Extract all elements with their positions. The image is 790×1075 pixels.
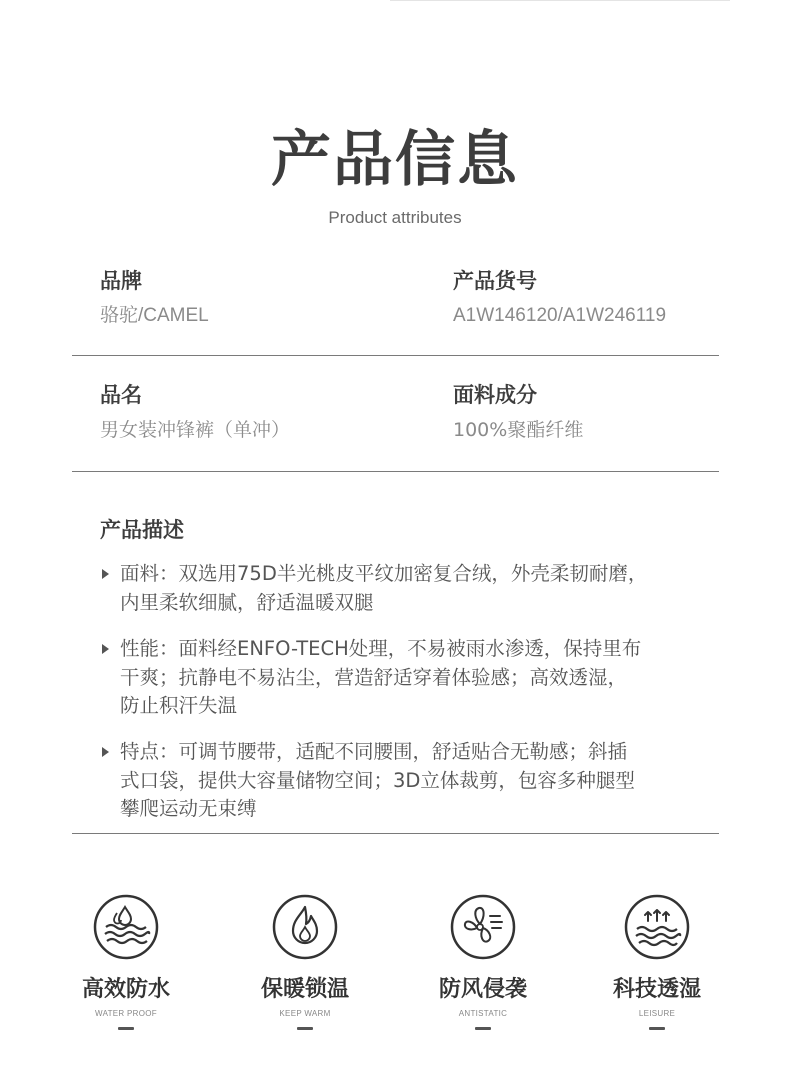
bullet-arrow-icon xyxy=(102,569,109,579)
feature-subtitle: KEEP WARM xyxy=(279,1009,331,1018)
description-item-features xyxy=(120,738,740,824)
feature-keep-warm xyxy=(215,893,395,1030)
attribute-value: A1W146120/A1W246119 xyxy=(453,305,667,326)
description-item-fabric xyxy=(120,560,740,617)
page-title: 产品信息 xyxy=(271,125,519,195)
attribute-value: 骆驼/CAMEL xyxy=(100,305,209,326)
attribute-label: 品牌 xyxy=(100,269,142,293)
feature-dash xyxy=(649,1027,665,1030)
description-line: 面料：双选用75D半光桃皮平纹加密复合绒，外壳柔韧耐磨， xyxy=(120,562,648,585)
attribute-label: 面料成分 xyxy=(453,383,537,407)
top-divider xyxy=(390,0,730,1)
attribute-label: 产品货号 xyxy=(453,269,537,293)
feature-waterproof xyxy=(36,893,216,1030)
description-heading: 产品描述 xyxy=(100,518,184,542)
feature-subtitle: WATER PROOF xyxy=(95,1009,157,1018)
description-line: 特点：可调节腰带，适配不同腰围，舒适贴合无勒感；斜插 xyxy=(120,740,628,763)
description-line: 内里柔软细腻，舒适温暖双腿 xyxy=(120,590,374,614)
attribute-brand xyxy=(100,266,209,330)
description-line: 式口袋，提供大容量储物空间；3D立体裁剪，包容多种腿型 xyxy=(120,768,635,792)
flame-icon xyxy=(271,893,339,961)
page-subtitle: Product attributes xyxy=(328,208,462,227)
feature-windproof xyxy=(393,893,573,1030)
description-line: 干爽；抗静电不易沾尘，营造舒适穿着体验感；高效透湿， xyxy=(120,665,628,689)
attribute-fabric xyxy=(453,380,583,444)
feature-subtitle: ANTISTATIC xyxy=(458,1009,508,1018)
water-drop-waves-icon xyxy=(92,893,160,961)
attribute-value: 100%聚酯纤维 xyxy=(453,419,584,441)
feature-dash xyxy=(475,1027,491,1030)
breathable-arrows-icon xyxy=(623,893,691,961)
feature-title: 保暖锁温 xyxy=(260,977,349,1002)
feature-dash xyxy=(118,1027,134,1030)
description-line: 防止积汗失温 xyxy=(120,694,238,717)
divider xyxy=(72,471,719,472)
divider xyxy=(72,833,719,834)
feature-breathable xyxy=(567,893,747,1030)
description-line: 攀爬运动无束缚 xyxy=(120,797,257,820)
bullet-arrow-icon xyxy=(102,644,109,654)
feature-title: 科技透湿 xyxy=(612,977,701,1002)
description-item-performance xyxy=(120,635,740,721)
attribute-item-number xyxy=(453,266,666,330)
feature-dash xyxy=(297,1027,313,1030)
bullet-arrow-icon xyxy=(102,747,109,757)
divider xyxy=(72,355,719,356)
attribute-value: 男女装冲锋裤（单冲） xyxy=(100,419,291,441)
feature-title: 防风侵袭 xyxy=(438,977,527,1002)
attribute-label: 品名 xyxy=(100,383,142,407)
attribute-product-name xyxy=(100,380,290,444)
wind-fan-icon xyxy=(449,893,517,961)
description-line: 性能：面料经ENFO-TECH处理，不易被雨水渗透，保持里布 xyxy=(120,637,642,660)
feature-title: 高效防水 xyxy=(81,977,170,1002)
feature-subtitle: LEISURE xyxy=(638,1009,676,1018)
